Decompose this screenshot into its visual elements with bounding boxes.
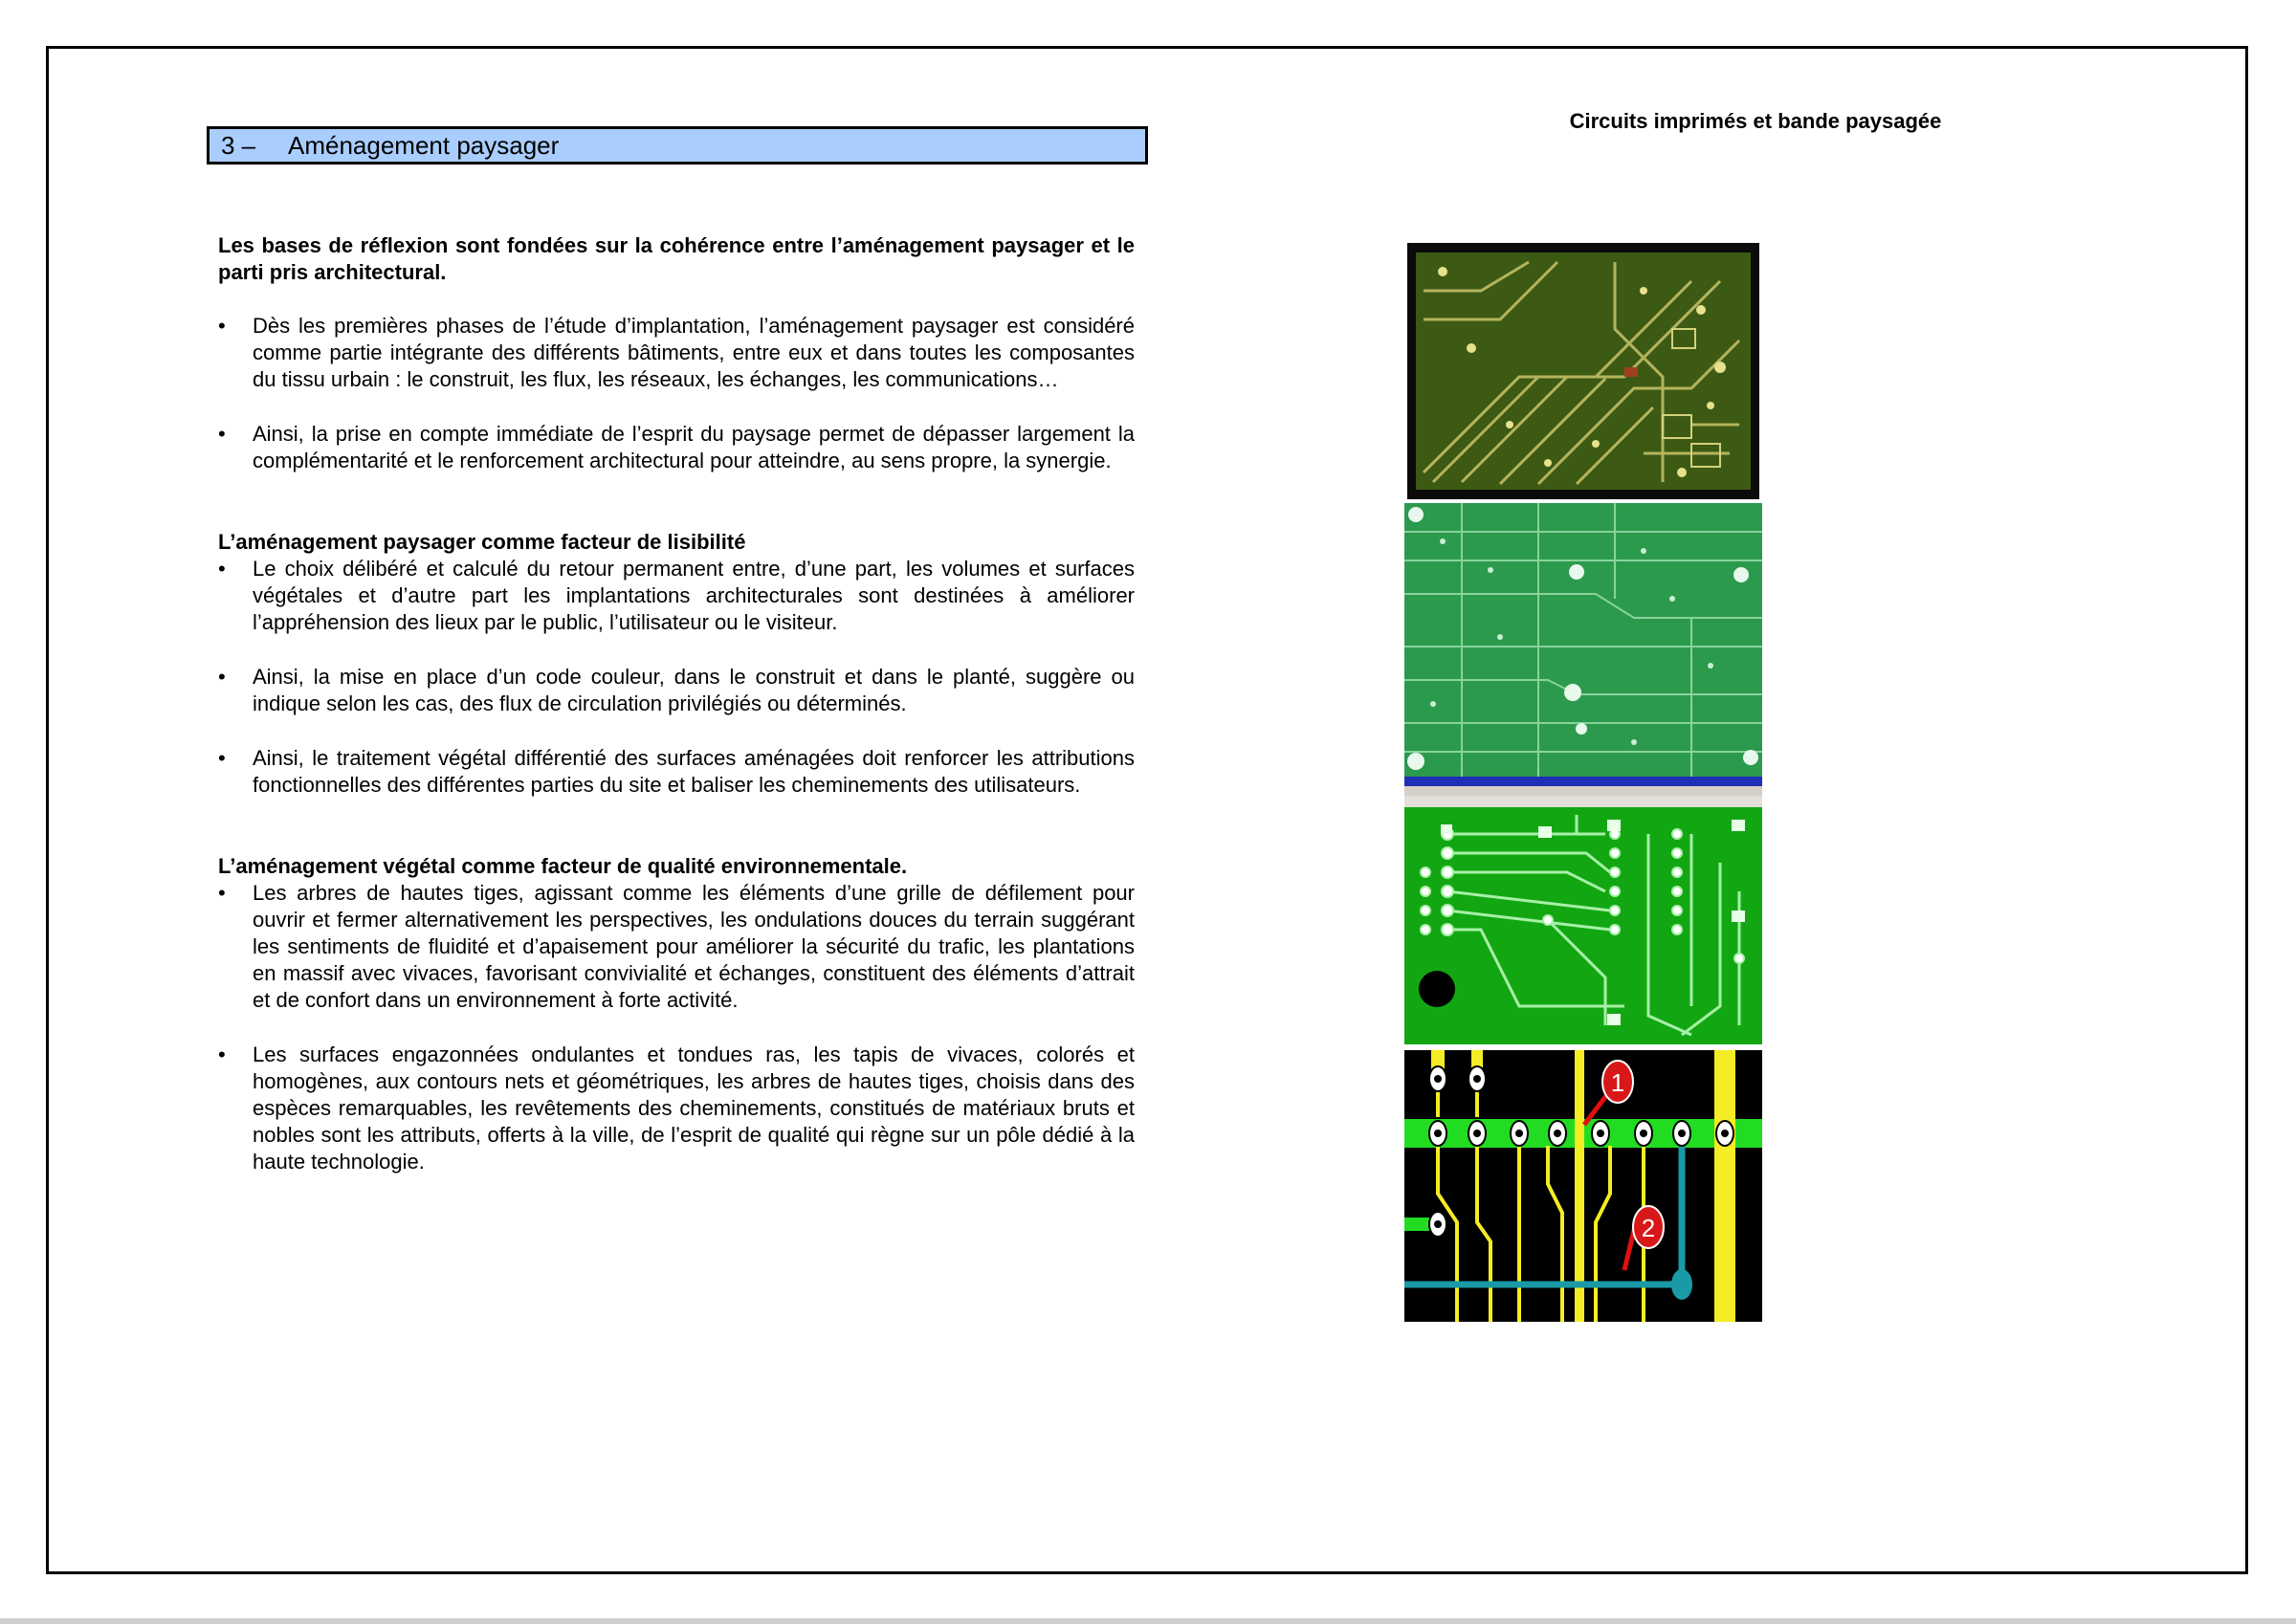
text-column	[218, 232, 1135, 1203]
marker-2-label: 2	[1641, 1214, 1656, 1242]
pcb-photo-dark-green	[1404, 233, 1762, 503]
circuit-image-column	[1404, 233, 1762, 1322]
bullet-list-intro	[218, 313, 1135, 474]
list-item: • Ainsi, le traitement végétal différentié des surfaces aménagées doit renforcer les attributions fonctionnelles des différentes parties du site et baliser les cheminements des utilisateurs.	[218, 745, 1135, 799]
subheading-qualite: L’aménagement végétal comme facteur de qualité environnementale.	[218, 854, 908, 878]
figure-caption-title: Circuits imprimés et bande paysagée	[1569, 109, 1942, 133]
pcb-layout-software	[1404, 777, 1762, 1044]
list-item: • Les surfaces engazonnées ondulantes et tondues ras, les tapis de vivaces, colorés et homogènes, aux contours nets et géométriques, les arbres de hautes tiges, choisis dans des espèces remarquables, les revêtements des cheminements, constitués de matériaux bruts et nobles sont les attributs, offerts à la ville, de l’esprit de qualité qui règne sur un pôle dédié à la haute technologie.	[218, 1042, 1135, 1175]
list-item: • Les arbres de hautes tiges, agissant comme les éléments d’une grille de défilement pour ouvrir et fermer alternativement les perspectives, les ondulations douces du terrain suggérant les sentiments de fluidité et d’apaisement pour améliorer la sécurité du trafic, les plantations en massif avec vivaces, favorisant convivialité et échanges, constituent des éléments d’attrait et de confort dans un environnement à forte activité.	[218, 880, 1135, 1014]
list-item: • Ainsi, la prise en compte immédiate de l’esprit du paysage permet de dépasser largement la complémentarité et le renforcement architectural pour atteindre, au sens propre, la synergie.	[218, 421, 1135, 474]
marker-1-label: 1	[1610, 1068, 1625, 1097]
bullet-list-qualite	[218, 880, 1135, 1175]
list-item: • Dès les premières phases de l’étude d’implantation, l’aménagement paysager est considéré comme partie intégrante des différents bâtiments, entre eux et dans toutes les composantes du tissu urbain : le construit, les flux, les réseaux, les échanges, les communications…	[218, 313, 1135, 393]
lead-paragraph: Les bases de réflexion sont fondées sur la cohérence entre l’aménagement paysager et le parti pris architectural.	[218, 233, 1135, 284]
list-item: • Le choix délibéré et calculé du retour permanent entre, d’une part, les volumes et surfaces végétales et d’autre part les implantations architecturales sont destinées à améliorer l’appréhension des lieux par le public, l’utilisateur ou le visiteur.	[218, 556, 1135, 636]
bottom-edge-bar	[0, 1618, 2296, 1624]
trace-routing-diagram	[1404, 1050, 1762, 1322]
section-title: Aménagement paysager	[288, 131, 560, 160]
bullet-list-lisibilite	[218, 556, 1135, 799]
section-header	[207, 126, 1148, 165]
subheading-lisibilite: L’aménagement paysager comme facteur de lisibilité	[218, 530, 746, 554]
list-item: • Ainsi, la mise en place d’un code couleur, dans le construit et dans le planté, suggère ou indique selon les cas, des flux de circulation privilégiés ou déterminés.	[218, 664, 1135, 717]
section-number: 3 –	[221, 131, 256, 160]
pcb-photo-bright-green	[1404, 503, 1762, 777]
marker-1	[1602, 1061, 1633, 1103]
marker-2	[1633, 1206, 1664, 1248]
